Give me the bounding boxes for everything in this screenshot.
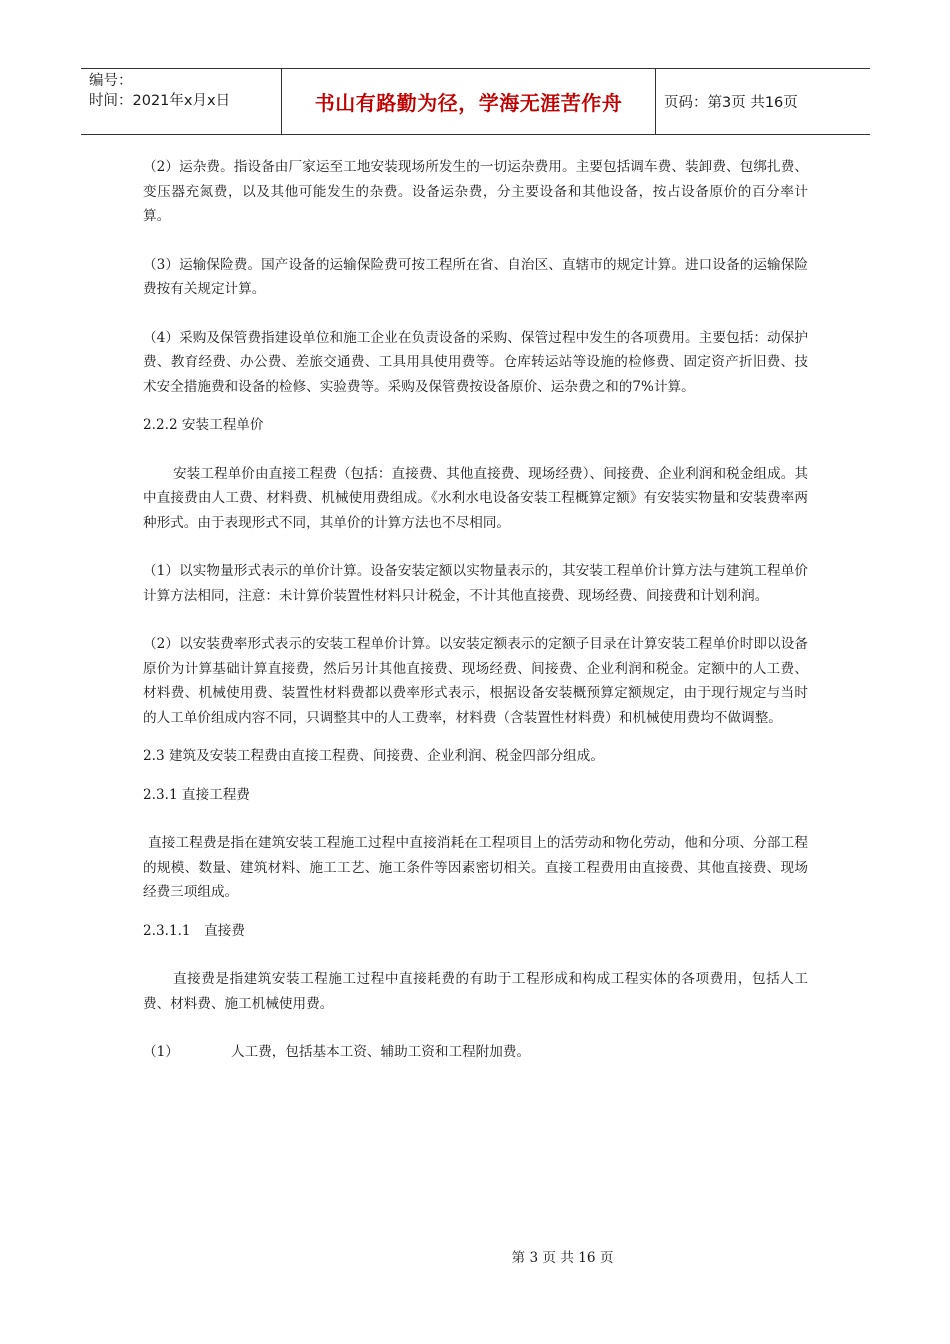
- page-footer: [0, 1246, 950, 1266]
- paragraph-direct-fee: 直接费是指建筑安装工程施工过程中直接耗费的有助于工程形成和构成工程实体的各项费用，包括人工费、材料费、施工机械使用费。: [143, 971, 808, 1012]
- document-number-label: 编号：: [89, 73, 133, 89]
- footer-page-number: 第 3 页 共 16 页: [511, 1250, 614, 1266]
- document-body: [143, 155, 808, 1065]
- paragraph-transport-fee: （2）运杂费。指设备由厂家运至工地安装现场所发生的一切运杂费用。主要包括调车费、装卸费、包绑扎费、变压器充氮费，以及其他可能发生的杂费。设备运杂费，分主要设备和其他设备，按占设备原价的百分率计算。: [143, 159, 808, 224]
- list-item-labor-fee: [143, 1040, 808, 1065]
- list-item-number: （1）: [143, 1044, 179, 1060]
- paragraph-insurance-fee: （3）运输保险费。国产设备的运输保险费可按工程所在省、自治区、直辖市的规定计算。进口设备的运输保险费按有关规定计算。: [143, 256, 808, 297]
- list-item-text: 人工费，包括基本工资、辅助工资和工程附加费。: [231, 1044, 531, 1060]
- section-heading-2-3-1-1: 2.3.1.1 直接费: [143, 922, 245, 939]
- section-heading-2-3: 2.3 建筑及安装工程费由直接工程费、间接费、企业利润、税金四部分组成。: [143, 748, 604, 764]
- paragraph-install-unit-price: 安装工程单价由直接工程费（包括：直接费、其他直接费、现场经费）、间接费、企业利润和税金组成。其中直接费由人工费、材料费、机械使用费组成。《水利水电设备安装工程概算定额》有安装实物量和安装费率两种形式。由于表现形式不同，其单价的计算方法也不尽相同。: [143, 465, 808, 531]
- document-time-label: 时间：2021年x月x日: [89, 93, 231, 109]
- paragraph-fee-rate: （2）以安装费率形式表示的安装工程单价计算。以安装定额表示的定额子目录在计算安装工程单价时即以设备原价为计算基础计算直接费，然后另计其他直接费、现场经费、间接费、企业利润和税金。定额中的人工费、材料费、机械使用费、装置性材料费都以费率形式表示，根据设备安装概预算定额规定，由于现行规定与当时的人工单价组成内容不同，只调整其中的人工费率，材料费（含装置性材料费）和机械使用费均不做调整。: [143, 636, 808, 726]
- header-meta: [81, 69, 281, 134]
- section-heading-2-3-1: 2.3.1 直接工程费: [143, 786, 250, 803]
- paragraph-procurement-fee: （4）采购及保管费指建设单位和施工企业在负责设备的采购、保管过程中发生的各项费用。主要包括：动保护费、教育经费、办公费、差旅交通费、工具用具使用费等。仓库转运站等设施的检修费、固定资产折旧费、技术安全措施费和设备的检修、实验费等。采购及保管费按设备原价、运杂费之和的7%计算。: [143, 329, 808, 395]
- page-header: [81, 68, 870, 135]
- paragraph-physical-quantity: （1）以实物量形式表示的单价计算。设备安装定额以实物量表示的，其安装工程单价计算方法与建筑工程单价计算方法相同，注意：未计算价装置性材料只计税金，不计其他直接费、现场经费、间接费和计划利润。: [143, 563, 808, 604]
- paragraph-direct-engineering-fee: 直接工程费是指在建筑安装工程施工过程中直接消耗在工程项目上的活劳动和物化劳动，他和分项、分部工程的规模、数量、建筑材料、施工工艺、施工条件等因素密切相关。直接工程费用由直接费、其他直接费、现场经费三项组成。: [143, 835, 808, 900]
- header-motto: 书山有路勤为径，学海无涯苦作舟: [281, 69, 656, 134]
- header-page-info: 页码：第3页 共16页: [664, 95, 798, 111]
- section-heading-2-2-2: 2.2.2 安装工程单价: [143, 417, 264, 433]
